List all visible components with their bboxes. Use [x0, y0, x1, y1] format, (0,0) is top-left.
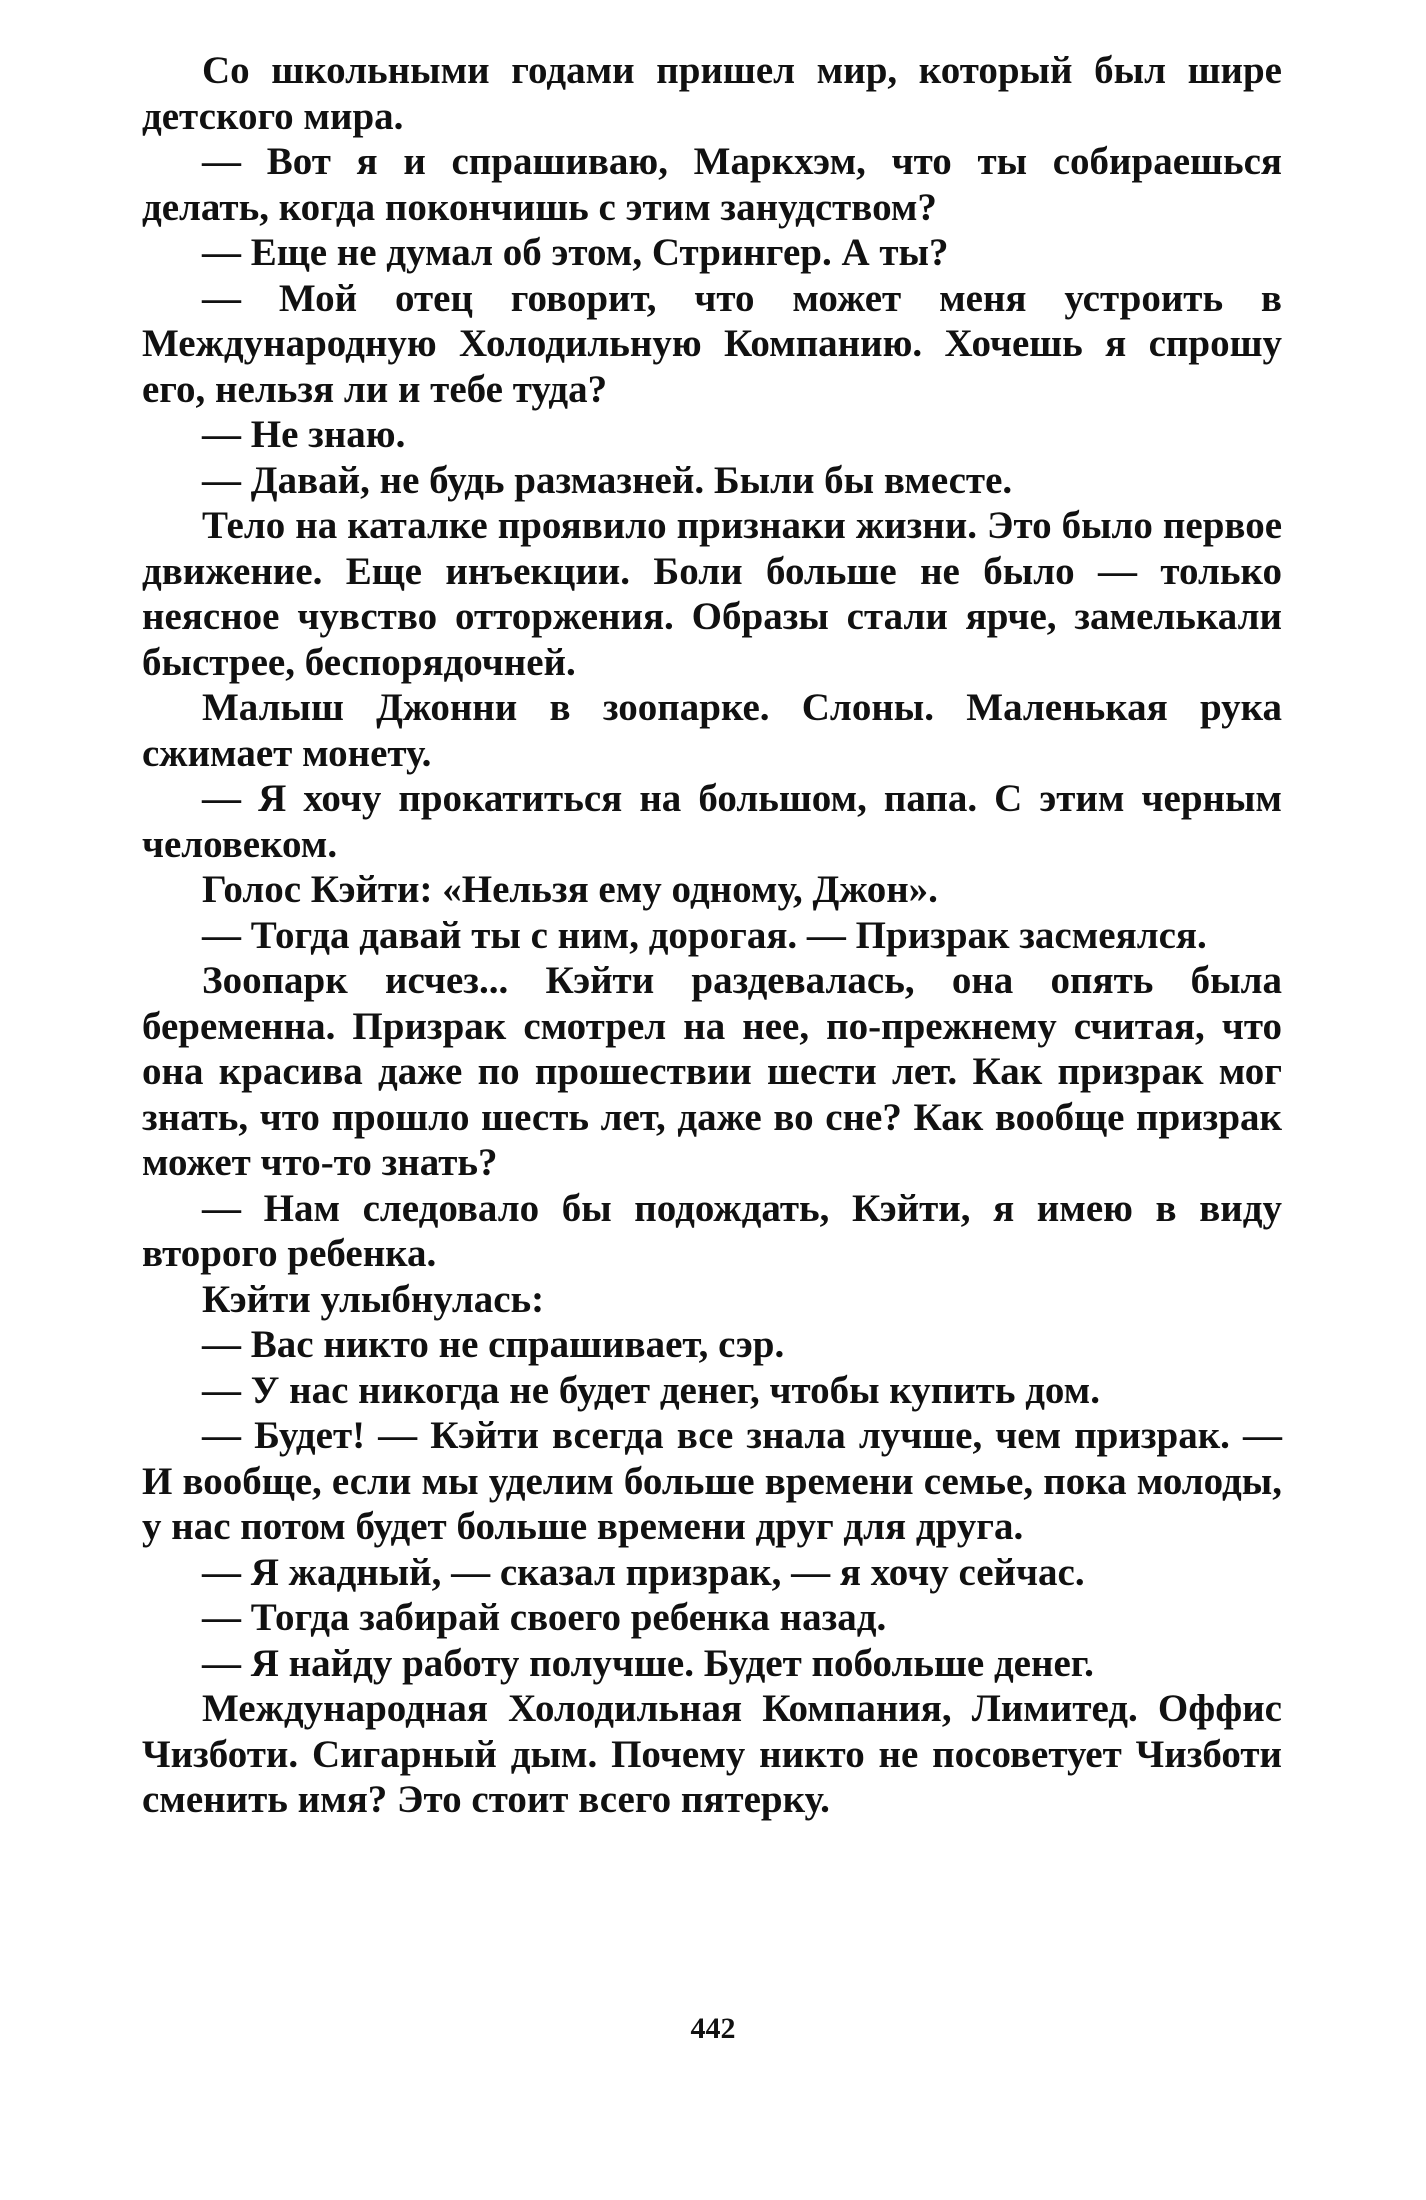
paragraph: — Вас никто не спрашивает, сэр. — [202, 1323, 785, 1366]
paragraph: — Я жадный, — сказал призрак, — я хочу сейчас. — [202, 1550, 1085, 1594]
paragraph: — Нам следовало бы подождать, Кэйти, я имею в виду второго ребенка. — [142, 1186, 1282, 1275]
paragraph: — Будет! — Кэйти всегда все знала лучше, чем призрак. — И вообще, если мы уделим больше времени семье, пока молоды, у нас потом будет больше времени друг для друга. — [142, 1414, 1282, 1548]
paragraph: — Давай, не будь размазней. Были бы вместе. — [202, 458, 1013, 502]
page-body — [142, 48, 1282, 1823]
paragraph: — У нас никогда не будет денег, чтобы купить дом. — [202, 1368, 1100, 1412]
paragraph: Международная Холодильная Компания, Лимитед. Оффис Чизботи. Сигарный дым. Почему никто не посоветует Чизботи сменить имя? Это стоит всего пятерку. — [142, 1687, 1282, 1821]
paragraph: — Тогда давай ты с ним, дорогая. — Призрак засмеялся. — [202, 913, 1207, 957]
paragraph: — Еще не думал об этом, Стрингер. А ты? — [202, 231, 949, 274]
paragraph: — Вот я и спрашиваю, Маркхэм, что ты собираешься делать, когда покончишь с этим занудством? — [142, 140, 1282, 229]
paragraph: — Я найду работу получше. Будет побольше денег. — [202, 1641, 1094, 1685]
paragraph: Со школьными годами пришел мир, который был шире детского мира. — [142, 49, 1282, 138]
paragraph: Тело на каталке проявило признаки жизни. Это было первое движение. Еще инъекции. Боли больше не было — только неясное чувство отторжения. Образы стали ярче, замелькали быстрее, беспорядочней. — [142, 504, 1282, 684]
paragraph: Зоопарк исчез... Кэйти раздевалась, она опять была беременна. Призрак смотрел на нее, по-прежнему считая, что она красива даже по прошествии шести лет. Как призрак мог знать, что прошло шесть лет, даже во сне? Как вообще призрак может что-то знать? — [142, 959, 1282, 1184]
page-number: 442 — [690, 2012, 736, 2045]
paragraph: — Я хочу прокатиться на большом, папа. С этим черным человеком. — [142, 777, 1282, 866]
paragraph: — Не знаю. — [202, 413, 406, 456]
paragraph: — Мой отец говорит, что может меня устроить в Международную Холодильную Компанию. Хочешь я спрошу его, нельзя ли и тебе туда? — [142, 276, 1282, 411]
paragraph: Голос Кэйти: «Нельзя ему одному, Джон». — [202, 868, 938, 911]
paragraph: — Тогда забирай своего ребенка назад. — [202, 1596, 887, 1639]
paragraph: Малыш Джонни в зоопарке. Слоны. Маленькая рука сжимает монету. — [142, 686, 1282, 775]
paragraph: Кэйти улыбнулась: — [202, 1277, 545, 1321]
